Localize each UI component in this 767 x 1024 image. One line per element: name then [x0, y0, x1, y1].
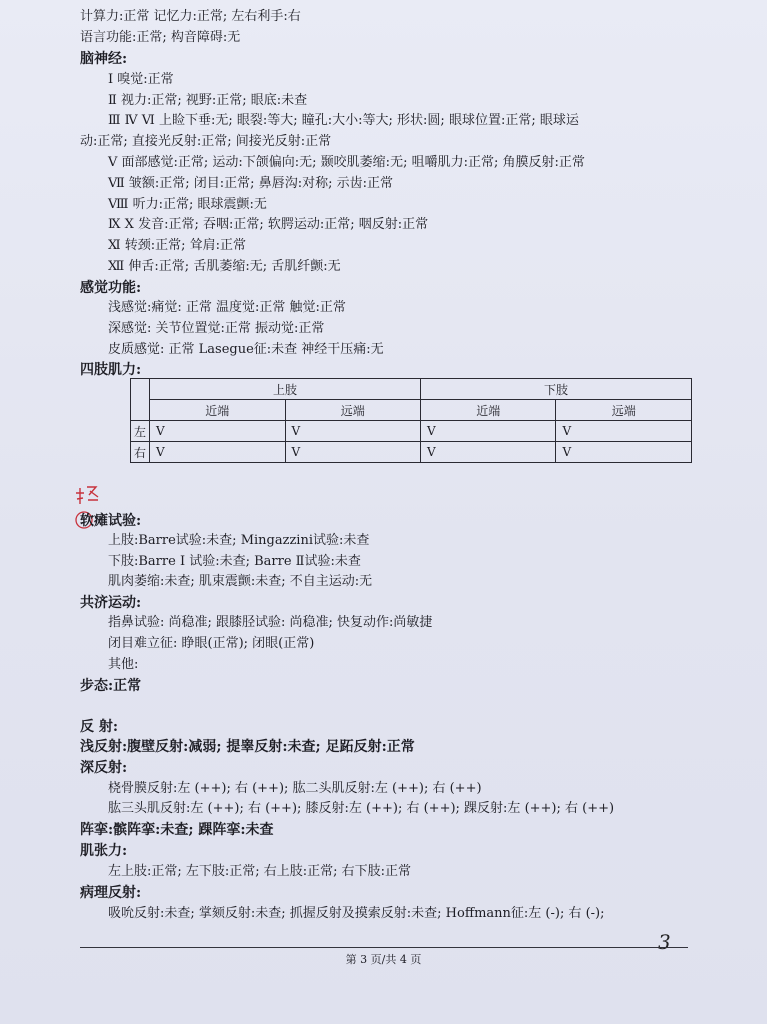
- section-heading: 共济运动:: [80, 595, 142, 611]
- table-cell: V: [285, 442, 420, 463]
- text-line: 指鼻试验: 尚稳准; 跟膝胫试验: 尚稳准; 快复动作:尚敏捷: [108, 615, 433, 630]
- table-cell: V: [420, 421, 555, 442]
- text-line: Ⅷ 听力:正常; 眼球震颤:无: [108, 197, 267, 212]
- text-line: 浅感觉:痛觉: 正常 温度觉:正常 触觉:正常: [108, 300, 346, 315]
- table-cell: V: [556, 442, 692, 463]
- section-heading: 脑神经:: [80, 51, 128, 67]
- text-line: 动:正常; 直接光反射:正常; 间接光反射:正常: [80, 134, 332, 149]
- table-cell: V: [285, 421, 420, 442]
- text-line: Ⅲ Ⅳ Ⅵ 上睑下垂:无; 眼裂:等大; 瞳孔:大小:等大; 形状:圆; 眼球位置:正常; 眼球运: [108, 113, 579, 128]
- text-line: 桡骨膜反射:左 (++); 右 (++); 肱二头肌反射:左 (++); 右 (++): [108, 781, 482, 796]
- text-line: Ⅴ 面部感觉:正常; 运动:下颌偏向:无; 颞咬肌萎缩:无; 咀嚼肌力:正常; 角膜反射:正常: [108, 155, 585, 170]
- section-heading: 病理反射:: [80, 885, 142, 901]
- muscle-strength-table: [130, 378, 692, 463]
- upper-proximal-header: 近端: [150, 400, 285, 421]
- lower-limb-header: 下肢: [420, 379, 691, 400]
- left-side-label: 左: [131, 421, 150, 442]
- text-line: 肌肉萎缩:未查; 肌束震颤:未查; 不自主运动:无: [108, 574, 373, 589]
- section-heading: 软瘫试验:: [80, 513, 142, 529]
- table-cell: V: [150, 442, 285, 463]
- text-line: 计算力:正常 记忆力:正常; 左右利手:右: [80, 9, 301, 24]
- table-corner-cell: [131, 379, 150, 421]
- lower-proximal-header: 近端: [420, 400, 555, 421]
- text-line: 肱三头肌反射:左 (++); 右 (++); 膝反射:左 (++); 右 (++); 踝反射:左 (++); 右 (++): [108, 801, 615, 816]
- text-line: 吸吮反射:未查; 掌颏反射:未查; 抓握反射及摸索反射:未查; Hoffmann征:左 (-); 右 (-);: [108, 906, 605, 921]
- text-line: Ⅺ 转颈:正常; 耸肩:正常: [108, 238, 246, 253]
- section-heading: 反 射:: [80, 719, 119, 735]
- text-line: 皮质感觉: 正常 Lasegue征:未查 神经干压痛:无: [108, 342, 384, 357]
- table-row: [131, 421, 692, 442]
- text-line: Ⅻ 伸舌:正常; 舌肌萎缩:无; 舌肌纤颤:无: [108, 259, 341, 274]
- footer-divider: [80, 947, 688, 948]
- upper-limb-header: 上肢: [150, 379, 421, 400]
- lower-distal-header: 远端: [556, 400, 692, 421]
- table-cell: V: [420, 442, 555, 463]
- handwritten-page-number: 3: [658, 930, 671, 954]
- section-heading: 感觉功能:: [80, 280, 142, 296]
- section-heading: 阵挛:髌阵挛:未查; 踝阵挛:未查: [80, 822, 274, 838]
- section-heading: 步态:正常: [80, 678, 142, 694]
- text-line: 上肢:Barre试验:未查; Mingazzini试验:未查: [108, 533, 370, 548]
- section-heading: 深反射:: [80, 760, 128, 776]
- text-line: Ⅱ 视力:正常; 视野:正常; 眼底:未查: [108, 93, 308, 108]
- text-line: 深感觉: 关节位置觉:正常 振动觉:正常: [108, 321, 325, 336]
- text-line: 语言功能:正常; 构音障碍:无: [80, 30, 241, 45]
- right-side-label: 右: [131, 442, 150, 463]
- text-line: Ⅰ 嗅觉:正常: [108, 72, 174, 87]
- text-line: Ⅸ Ⅹ 发音:正常; 吞咽:正常; 软腭运动:正常; 咽反射:正常: [108, 217, 429, 232]
- text-line: 闭目难立征: 睁眼(正常); 闭眼(正常): [108, 636, 315, 651]
- text-line: 下肢:Barre Ⅰ 试验:未查; Barre Ⅱ试验:未查: [108, 554, 361, 569]
- table-row: [131, 442, 692, 463]
- text-line: 其他:: [108, 657, 139, 672]
- text-line: 左上肢:正常; 左下肢:正常; 右上肢:正常; 右下肢:正常: [108, 864, 412, 879]
- upper-distal-header: 远端: [285, 400, 420, 421]
- section-heading: 四肢肌力:: [80, 362, 142, 378]
- section-heading: 浅反射:腹壁反射:减弱; 提睾反射:未查; 足跖反射:正常: [80, 739, 415, 755]
- page-number: 第 3 页/共 4 页: [345, 953, 422, 966]
- section-heading: 肌张力:: [80, 843, 128, 859]
- text-line: Ⅶ 皱额:正常; 闭目:正常; 鼻唇沟:对称; 示齿:正常: [108, 176, 393, 191]
- table-cell: V: [556, 421, 692, 442]
- table-cell: V: [150, 421, 285, 442]
